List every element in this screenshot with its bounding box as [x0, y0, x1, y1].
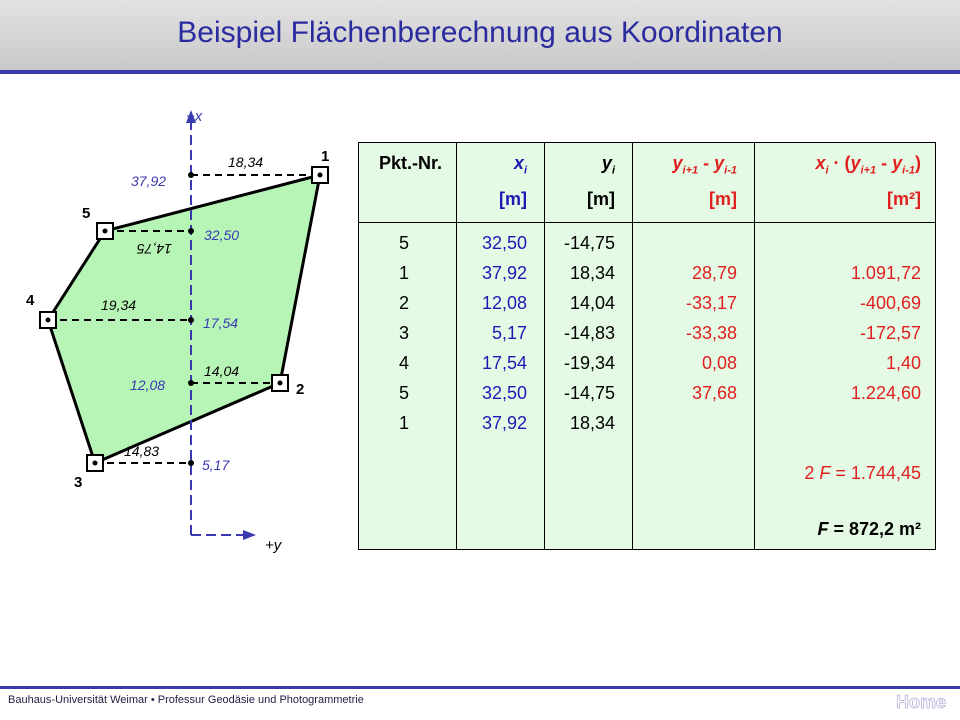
home-link[interactable]: Home: [895, 692, 946, 712]
table-cell-pkt: 4: [398, 353, 409, 373]
table-cell-prod: 1.224,60: [850, 383, 921, 403]
point-marker-1: [312, 167, 328, 183]
table-cell-x: 17,54: [481, 353, 527, 373]
axis-foot-2: [188, 380, 194, 386]
header-x-unit: [m]: [499, 189, 527, 209]
table-cell-prod: 1,40: [885, 353, 921, 373]
axis-foot-4: [188, 317, 194, 323]
header-product-unit: [m²]: [887, 189, 921, 209]
table-cell-y: -19,34: [563, 353, 615, 373]
table-cell-prod: -400,69: [859, 293, 921, 313]
axis-foot-5: [188, 228, 194, 234]
table-cell-prod: -172,57: [859, 323, 921, 343]
table-cell-x: 5,17: [491, 323, 527, 343]
point-label-2: 2: [296, 381, 305, 398]
y-value-5-rotated: 14,75: [136, 241, 172, 257]
table-cell-dy: 28,79: [691, 263, 737, 283]
table-cell-dy: -33,17: [685, 293, 737, 313]
y-value-2: 14,04: [204, 363, 240, 379]
table-cell-y: 14,04: [569, 293, 615, 313]
table-cell-y: 18,34: [569, 263, 615, 283]
double-area-result: 2 F = 1.744,45: [804, 463, 921, 483]
footer-institution: Bauhaus-Universität Weimar • Professur Geodäsie und Photogrammetrie: [8, 694, 364, 706]
header-y-unit: [m]: [587, 189, 615, 209]
table-cell-prod: 1.091,72: [850, 263, 921, 283]
point-label-4: 4: [26, 292, 35, 309]
table-cell-x: 12,08: [481, 293, 527, 313]
axis-foot-1: [188, 172, 194, 178]
point-label-3: 3: [74, 474, 83, 491]
area-result: F = 872,2 m²: [817, 519, 921, 539]
slide-title: Beispiel Flächenberechnung aus Koordinaten: [177, 16, 783, 49]
header-dy: $y_{i+1} - y_{i-1}$: [672, 153, 737, 177]
y-value-1: 18,34: [228, 154, 264, 170]
header-pkt: Pkt.-Nr.: [379, 153, 443, 173]
point-marker-4: [40, 312, 56, 328]
table-cell-dy: 0,08: [701, 353, 737, 373]
y-axis-arrow: [243, 530, 256, 540]
point-marker-2: [272, 375, 288, 391]
table-cell-dy: 37,68: [691, 383, 737, 403]
header-divider: [359, 222, 935, 223]
table-cell-y: -14,75: [563, 233, 615, 253]
point-marker-3: [87, 455, 103, 471]
header-x: $x_i$: [513, 153, 527, 177]
x-value-2: 12,08: [130, 377, 166, 393]
table-cell-y: -14,83: [563, 323, 615, 343]
table-cell-y: 18,34: [569, 413, 615, 433]
table-cell-x: 37,92: [481, 413, 527, 433]
axis-x-label: +x: [186, 108, 203, 125]
table-cell-x: 32,50: [481, 233, 527, 253]
x-value-3: 5,17: [202, 457, 230, 473]
header-y: $y_i$: [601, 153, 615, 177]
computation-table: [358, 142, 936, 550]
table-cell-y: -14,75: [563, 383, 615, 403]
col-divider: [632, 143, 633, 549]
x-value-5: 32,50: [204, 227, 240, 243]
table-cell-pkt: 5: [398, 233, 409, 253]
header-dy-unit: [m]: [709, 189, 737, 209]
table-cell-pkt: 2: [398, 293, 409, 313]
point-label-5: 5: [82, 205, 91, 222]
x-value-1: 37,92: [131, 173, 167, 189]
table-cell-x: 37,92: [481, 263, 527, 283]
footer-divider: [0, 686, 960, 689]
y-value-4: 19,34: [101, 297, 137, 313]
table-cell-pkt: 5: [398, 383, 409, 403]
table-cell-pkt: 1: [398, 413, 409, 433]
col-divider: [754, 143, 755, 549]
table-cell-pkt: 3: [398, 323, 409, 343]
col-divider: [544, 143, 545, 549]
table-cell-dy: -33,38: [685, 323, 737, 343]
axis-foot-3: [188, 460, 194, 466]
table-cell-pkt: 1: [398, 263, 409, 283]
point-marker-5: [97, 223, 113, 239]
header-product: $x_i \cdot (y_{i+1} - y_{i-1})$: [815, 153, 921, 177]
table-cell-x: 32,50: [481, 383, 527, 403]
x-value-4: 17,54: [203, 315, 239, 331]
y-value-3: 14,83: [124, 443, 160, 459]
axis-y-label: +y: [265, 537, 282, 554]
point-label-1: 1: [321, 148, 330, 165]
col-divider: [456, 143, 457, 549]
